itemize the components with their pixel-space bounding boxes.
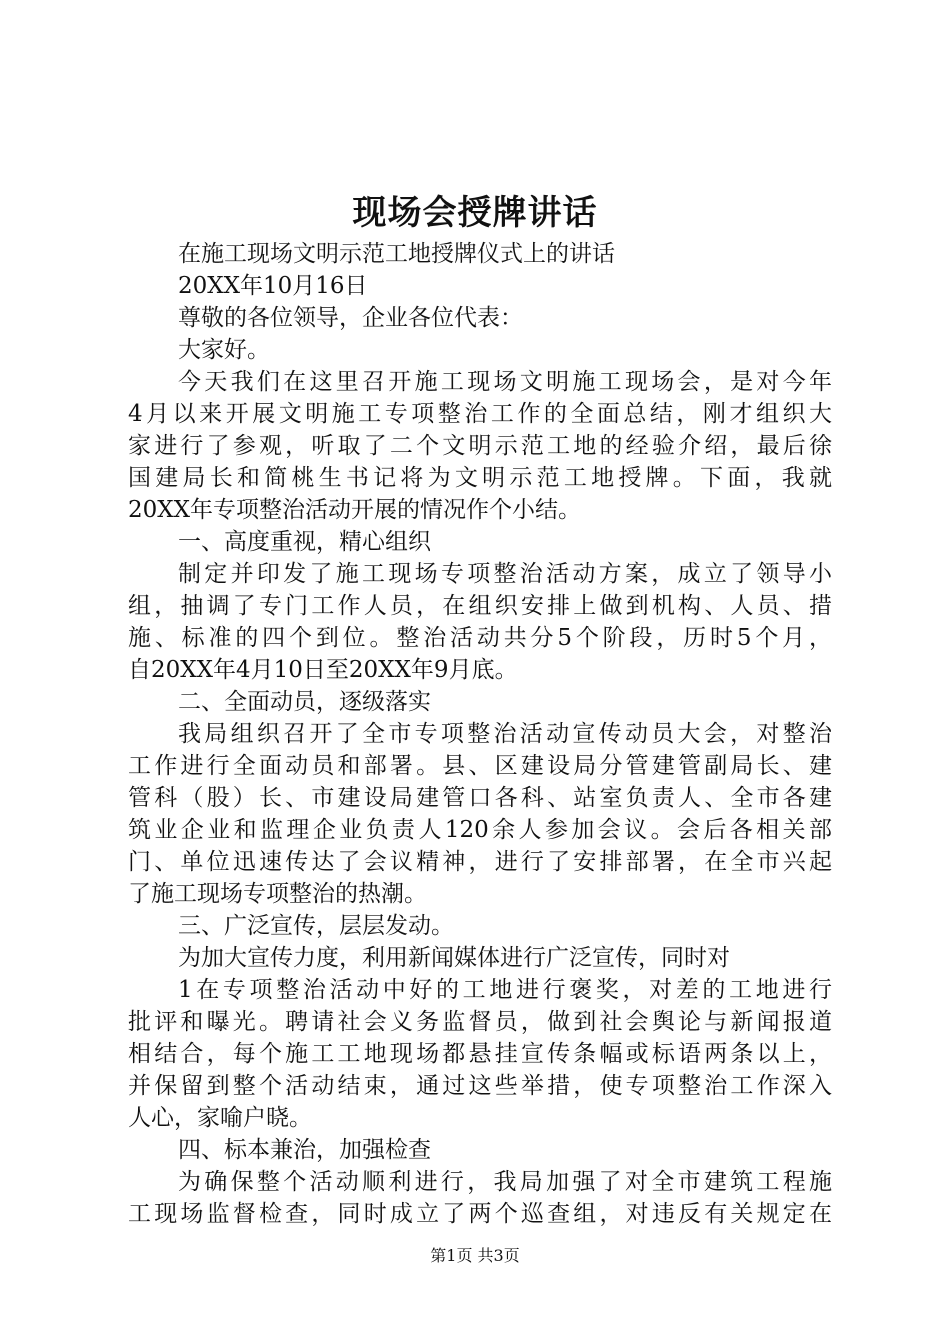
section-heading: 四、标本兼治，加强检查 — [178, 1137, 431, 1163]
paragraph-line: 我局组织召开了全市专项整治活动宣传动员大会，对整治 — [178, 721, 832, 747]
paragraph-line: 制定并印发了施工现场专项整治活动方案，成立了领导小 — [178, 561, 832, 587]
greeting-line: 大家好。 — [178, 337, 270, 363]
paragraph-line: 国建局长和简桃生书记将为文明示范工地授牌。下面，我就 — [128, 465, 832, 491]
paragraph-line: 了施工现场专项整治的热潮。 — [128, 881, 427, 907]
document-title: 现场会授牌讲话 — [352, 193, 598, 233]
date-line: 20XX年10月16日 — [178, 273, 368, 299]
paragraph-line: 工作进行全面动员和部署。县、区建设局分管建管副局长、建 — [128, 753, 832, 779]
paragraph-line: 相结合，每个施工工地现场都悬挂宣传条幅或标语两条以上， — [128, 1041, 832, 1067]
paragraph-line: 管科（股）长、市建设局建管口各科、站室负责人、全市各建 — [128, 785, 832, 811]
paragraph-line: 1在专项整治活动中好的工地进行褒奖，对差的工地进行 — [178, 977, 832, 1003]
paragraph-line: 并保留到整个活动结束，通过这些举措，使专项整治工作深入 — [128, 1073, 832, 1099]
subtitle-line: 在施工现场文明示范工地授牌仪式上的讲话 — [178, 241, 615, 267]
paragraph-line: 自20XX年4月10日至20XX年9月底。 — [128, 657, 518, 683]
paragraph-line: 批评和曝光。聘请社会义务监督员，做到社会舆论与新闻报道 — [128, 1009, 832, 1035]
paragraph-line: 家进行了参观，听取了二个文明示范工地的经验介绍，最后徐 — [128, 433, 832, 459]
paragraph-line: 组，抽调了专门工作人员，在组织安排上做到机构、人员、措 — [128, 593, 832, 619]
document-body — [128, 238, 832, 1230]
paragraph-line: 筑业企业和监理企业负责人120余人参加会议。会后各相关部 — [128, 817, 832, 843]
page-footer: 第1页 共3页 — [430, 1246, 520, 1265]
paragraph-line: 为确保整个活动顺利进行，我局加强了对全市建筑工程施 — [178, 1169, 832, 1195]
paragraph-line: 施、标准的四个到位。整治活动共分5个阶段，历时5个月， — [128, 625, 832, 651]
section-heading: 二、全面动员，逐级落实 — [178, 689, 431, 715]
paragraph-line: 20XX年专项整治活动开展的情况作个小结。 — [128, 497, 582, 523]
paragraph-line: 为加大宣传力度，利用新闻媒体进行广泛宣传，同时对 — [178, 945, 730, 971]
section-heading: 一、高度重视，精心组织 — [178, 529, 431, 555]
salutation-line: 尊敬的各位领导，企业各位代表： — [178, 305, 523, 331]
paragraph-line: 今天我们在这里召开施工现场文明施工现场会，是对今年 — [178, 369, 832, 395]
paragraph-line: 4月以来开展文明施工专项整治工作的全面总结，刚才组织大 — [128, 401, 832, 427]
section-heading: 三、广泛宣传，层层发动。 — [178, 913, 454, 939]
paragraph-line: 人心，家喻户晓。 — [128, 1105, 312, 1131]
paragraph-line: 门、单位迅速传达了会议精神，进行了安排部署，在全市兴起 — [128, 849, 832, 875]
paragraph-line: 工现场监督检查，同时成立了两个巡查组，对违反有关规定在 — [128, 1201, 832, 1227]
